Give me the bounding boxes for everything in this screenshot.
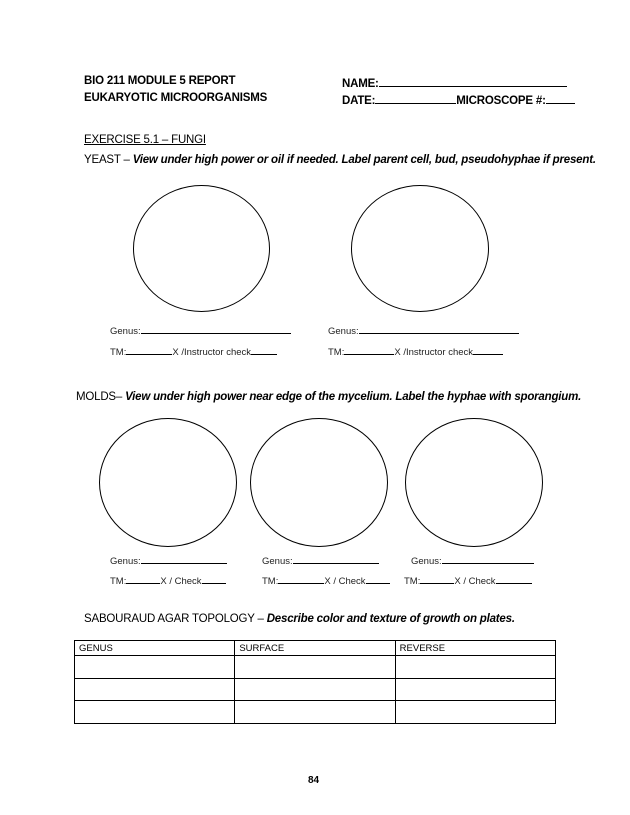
check-label: X / Check — [160, 576, 202, 587]
name-row — [342, 75, 567, 90]
surface-cell[interactable] — [235, 656, 395, 679]
exercise-title: EXERCISE 5.1 – FUNGI — [84, 134, 206, 146]
column-header-surface: SURFACE — [235, 641, 395, 656]
yeast-instruction: View under high power or oil if needed. Label parent cell, bud, pseudohyphae if present. — [132, 154, 596, 166]
yeast-tm-row-2 — [328, 343, 503, 358]
mold-tm-row-2 — [262, 572, 390, 587]
molds-label: MOLDS– — [76, 391, 126, 403]
mold-tm-field-3[interactable] — [420, 572, 454, 584]
yeast-section-heading — [84, 154, 596, 166]
column-header-reverse: REVERSE — [395, 641, 555, 656]
tm-label: TM: — [262, 576, 279, 587]
yeast-tm-field-1[interactable] — [126, 343, 172, 355]
tm-label: TM: — [110, 347, 127, 358]
mold-check-field-1[interactable] — [202, 572, 226, 584]
genus-label: Genus: — [411, 556, 442, 567]
mold-drawing-circle-3[interactable] — [405, 418, 543, 547]
table-row — [75, 656, 556, 679]
reverse-cell[interactable] — [395, 701, 555, 724]
surface-cell[interactable] — [235, 678, 395, 701]
microscope-field[interactable] — [546, 92, 575, 104]
mold-genus-field-2[interactable] — [293, 552, 379, 564]
yeast-tm-field-2[interactable] — [344, 343, 394, 355]
check-label: X / Check — [454, 576, 496, 587]
yeast-genus-row-1 — [110, 322, 291, 337]
agar-instruction: Describe color and texture of growth on plates. — [266, 613, 515, 625]
name-field[interactable] — [379, 75, 567, 87]
agar-label: SABOURAUD AGAR TOPOLOGY – — [84, 613, 267, 625]
genus-label: Genus: — [110, 556, 141, 567]
mold-drawing-circle-1[interactable] — [99, 418, 237, 547]
yeast-genus-field-2[interactable] — [359, 322, 519, 334]
mold-tm-row-3 — [404, 572, 532, 587]
mold-check-field-3[interactable] — [496, 572, 532, 584]
genus-label: Genus: — [328, 326, 359, 337]
table-row — [75, 701, 556, 724]
instructor-check-label: X /Instructor check — [394, 347, 474, 358]
yeast-check-field-1[interactable] — [251, 343, 277, 355]
agar-topology-table — [74, 640, 556, 724]
date-row — [342, 92, 575, 107]
table-row — [75, 678, 556, 701]
report-subtitle: EUKARYOTIC MICROORGANISMS — [84, 92, 268, 104]
date-field[interactable] — [375, 92, 456, 104]
yeast-check-field-2[interactable] — [473, 343, 503, 355]
molds-instruction: View under high power near edge of the mycelium. Label the hyphae with sporangium. — [125, 391, 582, 403]
check-label: X / Check — [324, 576, 366, 587]
mold-tm-row-1 — [110, 572, 226, 587]
microscope-label: MICROSCOPE #: — [456, 95, 546, 107]
yeast-tm-row-1 — [110, 343, 277, 358]
date-label: DATE: — [342, 95, 376, 107]
mold-tm-field-2[interactable] — [278, 572, 324, 584]
mold-genus-field-3[interactable] — [442, 552, 534, 564]
reverse-cell[interactable] — [395, 656, 555, 679]
mold-genus-row-1 — [110, 552, 227, 567]
table-header-row — [75, 641, 556, 656]
reverse-cell[interactable] — [395, 678, 555, 701]
instructor-check-label: X /Instructor check — [172, 347, 252, 358]
yeast-genus-field-1[interactable] — [141, 322, 291, 334]
mold-genus-row-2 — [262, 552, 379, 567]
column-header-genus: GENUS — [75, 641, 235, 656]
surface-cell[interactable] — [235, 701, 395, 724]
yeast-label: YEAST – — [84, 154, 133, 166]
molds-section-heading — [76, 391, 581, 403]
name-label: NAME: — [342, 78, 379, 90]
yeast-genus-row-2 — [328, 322, 519, 337]
yeast-drawing-circle-2[interactable] — [351, 185, 489, 312]
agar-section-heading — [84, 613, 515, 625]
genus-label: Genus: — [262, 556, 293, 567]
mold-check-field-2[interactable] — [366, 572, 390, 584]
mold-genus-row-3 — [411, 552, 534, 567]
genus-cell[interactable] — [75, 656, 235, 679]
page-number: 84 — [308, 775, 320, 786]
genus-cell[interactable] — [75, 701, 235, 724]
genus-cell[interactable] — [75, 678, 235, 701]
yeast-drawing-circle-1[interactable] — [133, 185, 270, 312]
tm-label: TM: — [404, 576, 421, 587]
mold-drawing-circle-2[interactable] — [250, 418, 388, 547]
course-title: BIO 211 MODULE 5 REPORT — [84, 75, 236, 87]
tm-label: TM: — [110, 576, 127, 587]
genus-label: Genus: — [110, 326, 141, 337]
mold-tm-field-1[interactable] — [126, 572, 160, 584]
mold-genus-field-1[interactable] — [141, 552, 227, 564]
tm-label: TM: — [328, 347, 345, 358]
